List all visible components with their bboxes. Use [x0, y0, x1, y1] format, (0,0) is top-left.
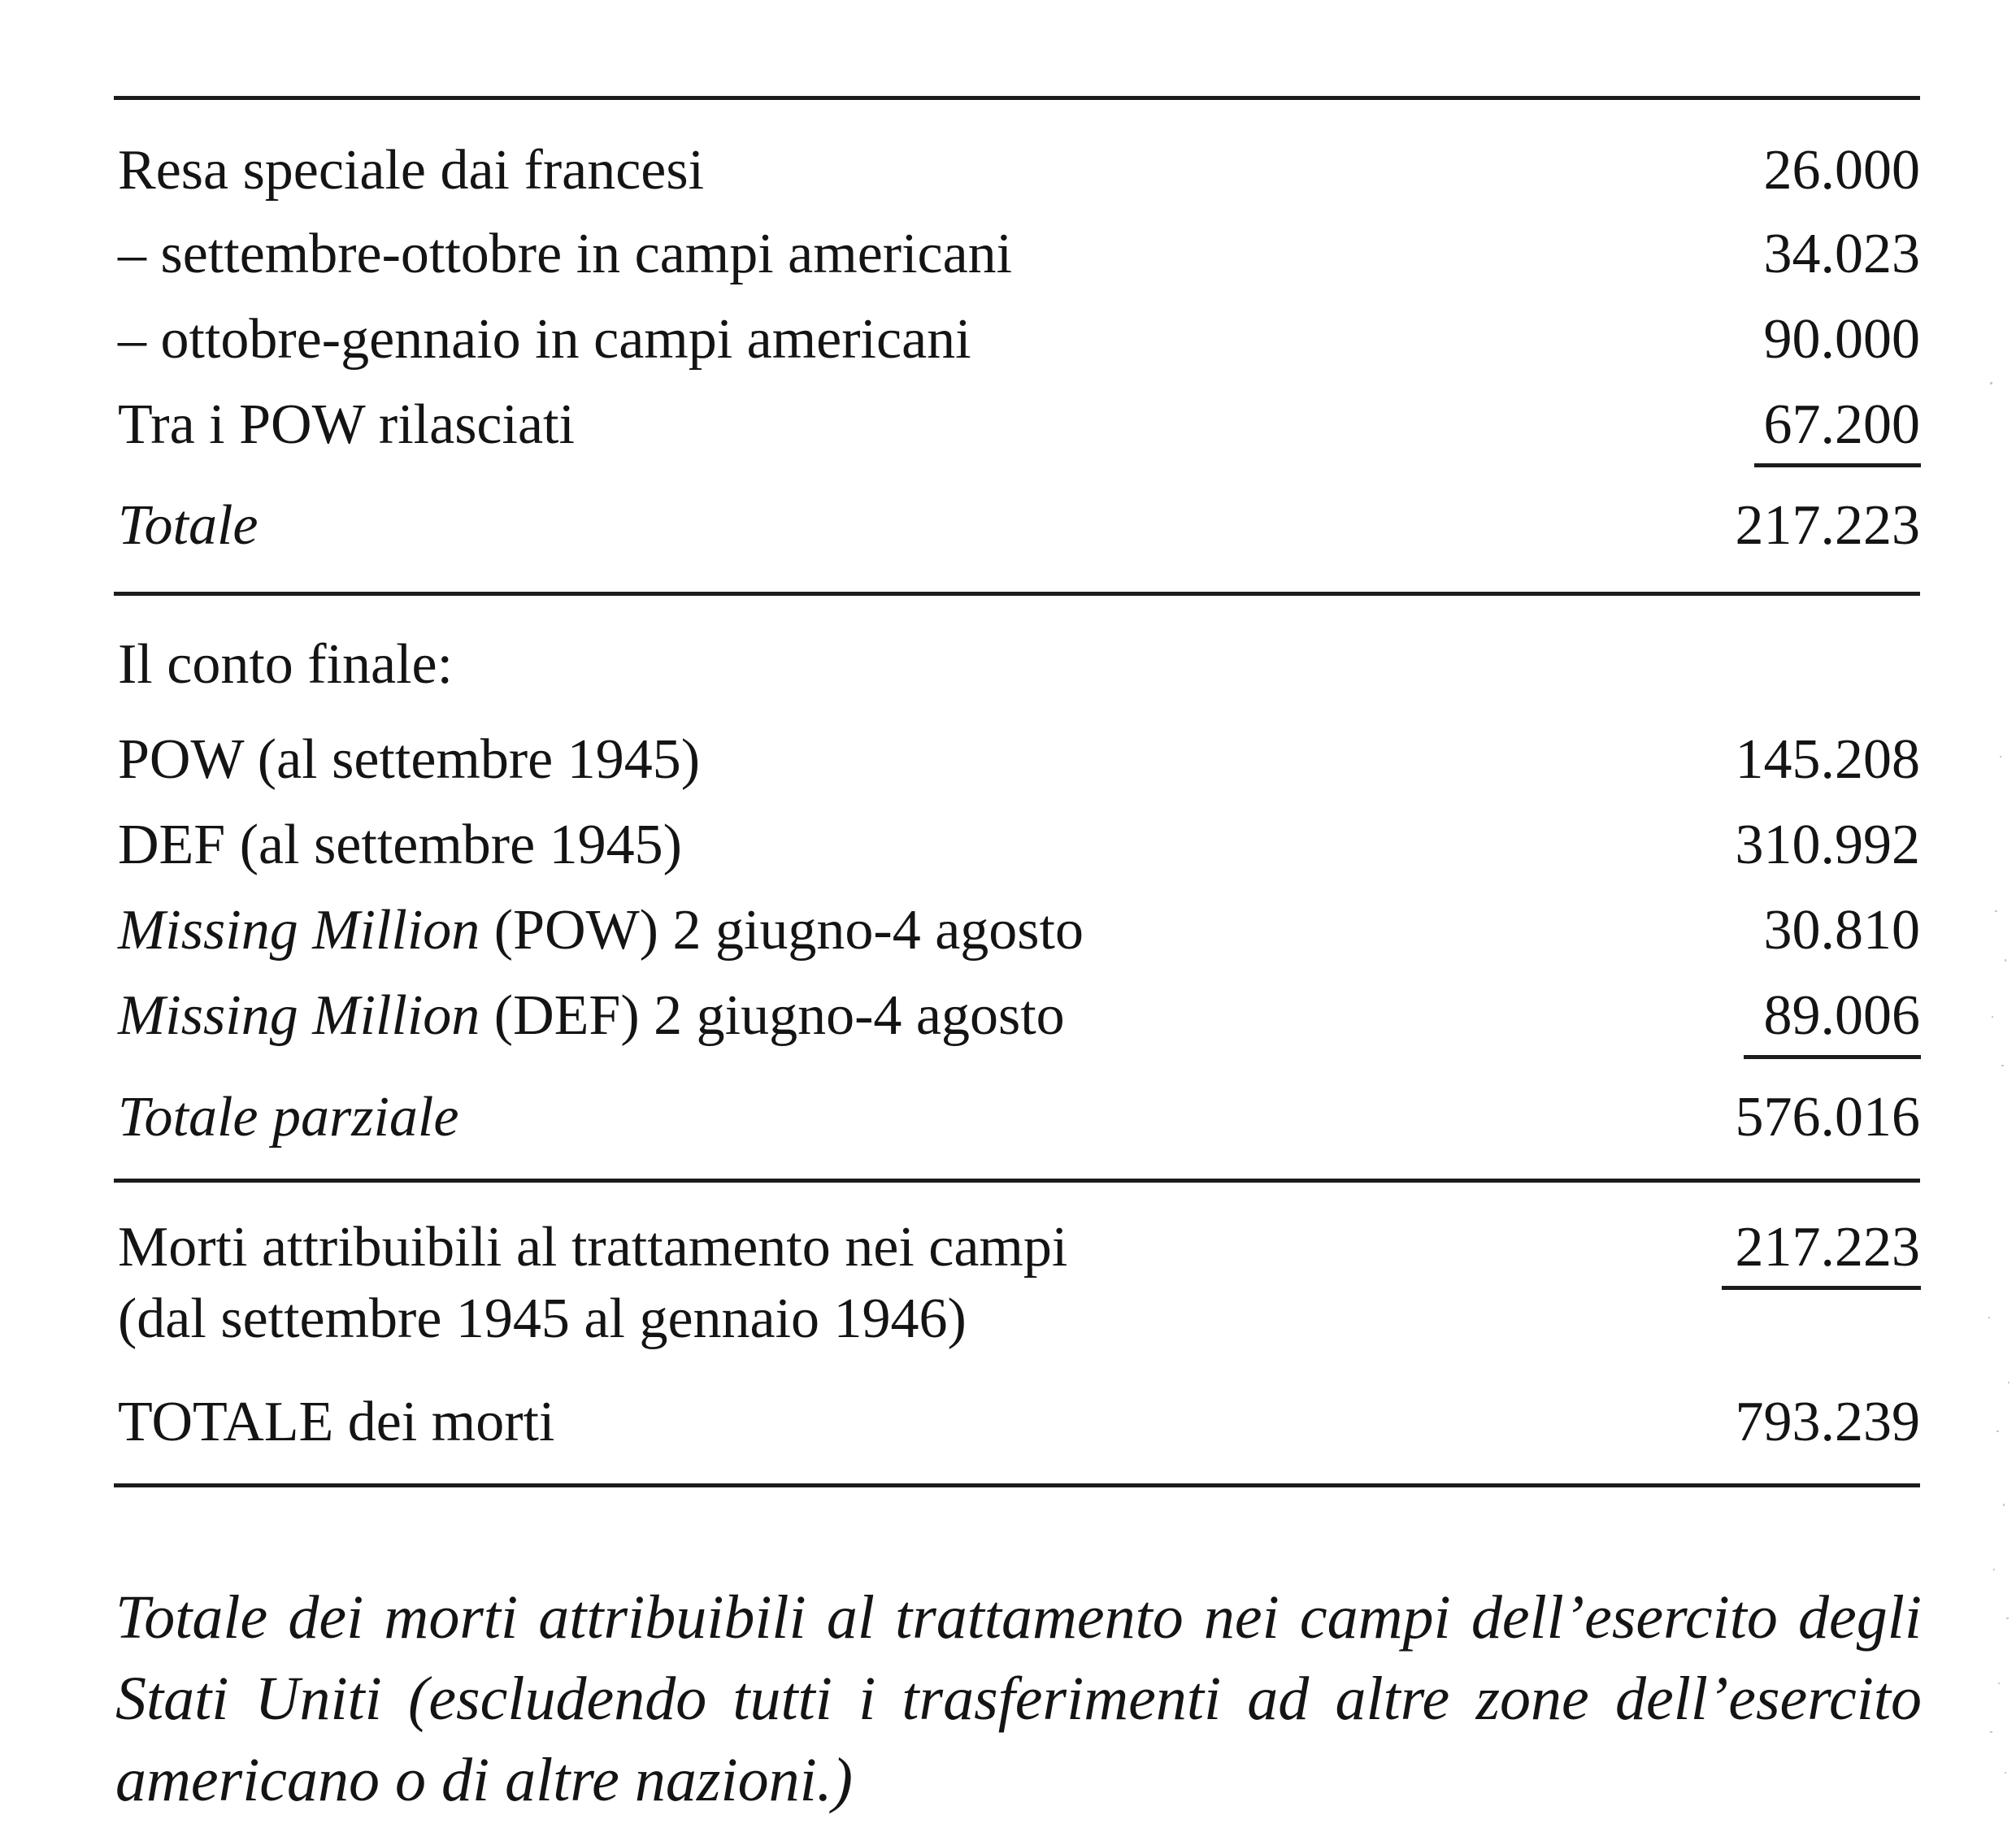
- row-value-pow-rilasciati: 67.200: [1763, 393, 1920, 456]
- row-label-settembre-ottobre: – settembre-ottobre in campi americani: [118, 223, 1013, 285]
- row-value-resa-speciale: 26.000: [1763, 139, 1920, 202]
- section-rule-1: [114, 592, 1920, 596]
- row-label-pow-settembre: POW (al settembre 1945): [118, 728, 701, 791]
- sum-underline-1: [1754, 463, 1921, 467]
- row-value-def-settembre: 310.992: [1735, 814, 1920, 876]
- row-value-ottobre-gennaio: 90.000: [1763, 308, 1920, 371]
- scan-noise-decoration: [1983, 0, 2016, 1841]
- missing-million-detail: (POW) 2 giugno-4 agosto: [480, 899, 1084, 962]
- sum-underline-2: [1744, 1055, 1921, 1059]
- row-value-pow-settembre: 145.208: [1735, 728, 1920, 791]
- footnote: Totale dei morti attribuibili al trattamento nei campi dell’esercito degli Stati Uniti (escludendo tutti i trasferimenti ad altre zone dell’esercito americano o di altre nazioni.): [115, 1583, 1922, 1814]
- section-rule-2: [114, 1179, 1920, 1183]
- missing-million-detail: (DEF) 2 giugno-4 agosto: [480, 984, 1065, 1047]
- subtotal-value: 576.016: [1735, 1086, 1920, 1148]
- row-label-pow-rilasciati: Tra i POW rilasciati: [118, 393, 575, 456]
- total-label: Totale: [118, 494, 259, 557]
- sum-underline-3: [1722, 1286, 1921, 1290]
- row-value-settembre-ottobre: 34.023: [1763, 223, 1920, 285]
- grand-total-value: 793.239: [1735, 1391, 1920, 1453]
- subtotal-label: Totale parziale: [118, 1086, 459, 1148]
- final-count-heading: Il conto finale:: [118, 633, 454, 696]
- row-value-missing-million-def: 89.006: [1763, 984, 1920, 1047]
- row-label-missing-million-def: [118, 984, 1065, 1047]
- deaths-label-line2: (dal settembre 1945 al gennaio 1946): [118, 1287, 967, 1350]
- row-value-missing-million-pow: 30.810: [1763, 899, 1920, 962]
- missing-million-title: Missing Million: [118, 899, 480, 962]
- grand-total-label: TOTALE dei morti: [118, 1391, 555, 1453]
- row-label-def-settembre: DEF (al settembre 1945): [118, 814, 682, 876]
- row-label-resa-speciale: Resa speciale dai francesi: [118, 139, 705, 202]
- bottom-rule: [114, 1483, 1920, 1487]
- deaths-value: 217.223: [1735, 1216, 1920, 1279]
- top-rule: [114, 96, 1920, 100]
- total-value: 217.223: [1735, 494, 1920, 557]
- row-label-ottobre-gennaio: – ottobre-gennaio in campi americani: [118, 308, 971, 371]
- deaths-label-line1: Morti attribuibili al trattamento nei campi: [118, 1216, 1068, 1279]
- row-label-missing-million-pow: [118, 899, 1084, 962]
- missing-million-title: Missing Million: [118, 984, 480, 1047]
